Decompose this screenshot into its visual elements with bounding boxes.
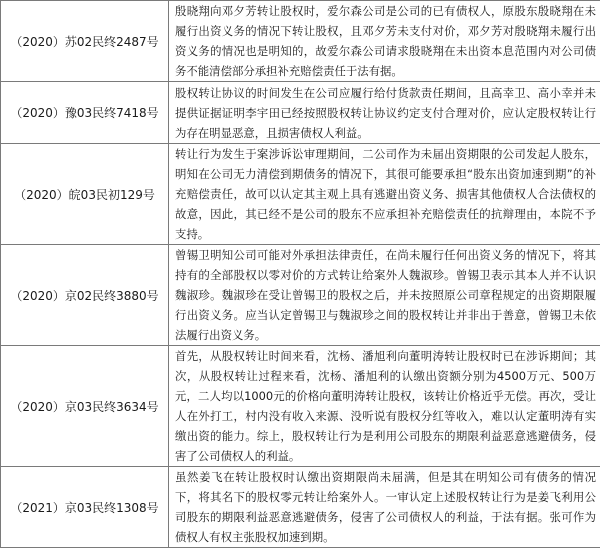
case-number: （2020）京02民终3880号 [1,245,169,346]
table-row [1,245,600,346]
case-number: （2020）豫03民终7418号 [1,82,169,144]
table-row [1,82,600,144]
case-number: （2020）京03民终3634号 [1,346,169,467]
table-row [1,1,600,82]
case-summary: 首先，从股权转让时间来看，沈杨、潘旭利向董明涛转让股权时已在涉诉期间；其次，从股权转让过程来看，沈杨、潘旭利的认缴出资额分别为4500万元、500万元，二人均以1000元的价格向董明涛转让股权，该转让价格近乎无偿。再次，受让人在外打工，村内没有收入来源、没听说有股权分红等收入，难以认定董明涛有实缴出资的能力。综上，股权转让行为是利用公司股东的期限利益恶意逃避债务，侵害了公司债权人的利益。 [169,346,600,467]
case-summary: 曾锡卫明知公司可能对外承担法律责任，在尚未履行任何出资义务的情况下，将其持有的全部股权以零对价的方式转让给案外人魏淑珍。曾锡卫表示其本人并不认识魏淑珍。魏淑珍在受让曾锡卫的股权之后，并未按照原公司章程规定的出资期限履行出资义务。应当认定曾锡卫与魏淑珍之间的股权转让并非出于善意，曾锡卫未依法履行出资义务。 [169,245,600,346]
table-row [1,346,600,467]
table-row [1,467,600,548]
case-summary: 转让行为发生于案涉诉讼审理期间，二公司作为未届出资期限的公司发起人股东，明知在公司无力清偿到期债务的情况下，其很可能要承担“股东出资加速到期”的补充赔偿责任，故可以认定其主观上具有逃避出资义务、损害其他债权人合法债权的故意，因此，其已经不是公司的股东不应承担补充赔偿责任的抗辩理由，本院不予支持。 [169,144,600,245]
case-number: （2020）苏02民终2487号 [1,1,169,82]
case-summary: 股权转让协议的时间发生在公司应履行给付货款责任期间，且高幸卫、高小幸并未提供证据证明李宇田已经按照股权转让协议约定支付合理对价，应认定股权转让行为存在明显恶意，且损害债权人利益。 [169,82,600,144]
case-number: （2021）京03民终1308号 [1,467,169,548]
case-summary: 殷晓翔向邓夕芳转让股权时，爱尔森公司是公司的已有债权人，原股东殷晓翔在未履行出资义务的情况下转让股权，且邓夕芳未支付对价，邓夕芳对殷晓翔未履行出资义务的情况也是明知的，故爱尔森公司请求殷晓翔在未出资本息范围内对公司债务不能清偿部分承担补充赔偿责任于法有据。 [169,1,600,82]
case-number: （2020）皖03民初129号 [1,144,169,245]
table-row [1,144,600,245]
case-summary: 虽然姜飞在转让股权时认缴出资期限尚未届满，但是其在明知公司有债务的情况下，将其名下的股权零元转让给案外人。一审认定上述股权转让行为是姜飞利用公司股东的期限利益恶意逃避债务，侵害了公司债权人的利益，于法有据。张可作为债权人有权主张股权加速到期。 [169,467,600,548]
